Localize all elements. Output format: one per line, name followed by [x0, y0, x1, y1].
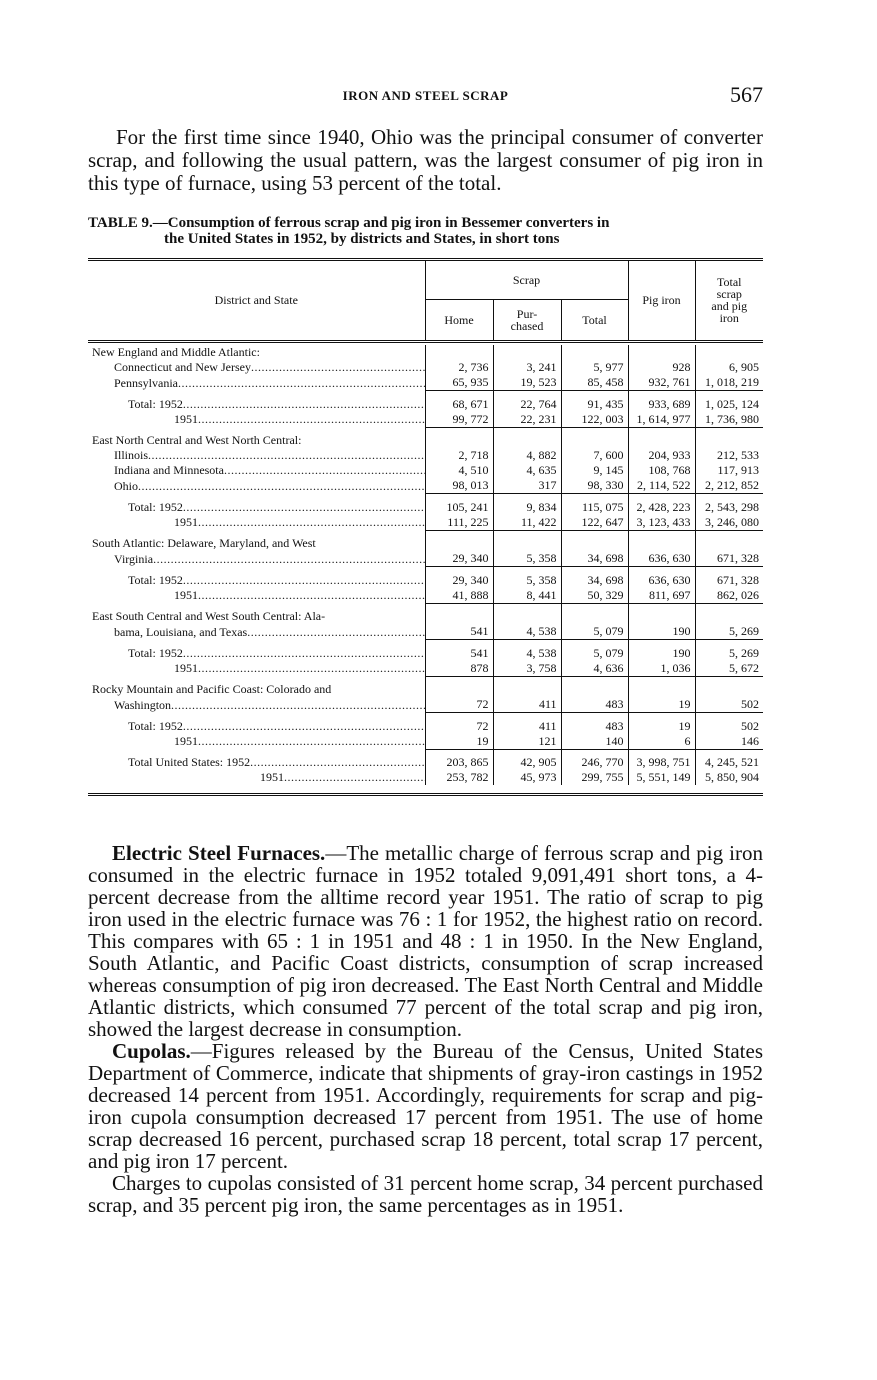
cell-total-scrap-and-pig-iron: 3, 246, 080	[695, 515, 763, 531]
leader-dots	[183, 719, 425, 733]
leader-dots	[198, 661, 425, 675]
cell-total-scrap-and-pig-iron: 5, 269	[695, 624, 763, 640]
cell-total-scrap-and-pig-iron: 502	[695, 713, 763, 734]
cell-total-scrap-and-pig-iron	[695, 676, 763, 697]
table-row	[88, 734, 763, 750]
row-label-text: Total: 1952	[128, 718, 183, 733]
cell-pig-iron: 3, 123, 433	[628, 515, 695, 531]
row-label	[88, 770, 425, 785]
leader-dots	[183, 500, 425, 514]
cell-purchased: 11, 422	[493, 515, 561, 531]
cell-purchased: 5, 358	[493, 567, 561, 588]
cell-total-scrap: 34, 698	[561, 567, 628, 588]
cell-pig-iron: 2, 428, 223	[628, 494, 695, 515]
cell-home: 253, 782	[425, 770, 493, 785]
cell-pig-iron	[628, 427, 695, 448]
cell-home: 41, 888	[425, 588, 493, 604]
table-bottom-rule	[88, 793, 763, 796]
cell-home: 29, 340	[425, 551, 493, 567]
row-label-text: New England and Middle Atlantic:	[92, 345, 260, 359]
cell-pig-iron: 2, 114, 522	[628, 478, 695, 494]
header-scrap: Scrap	[425, 261, 628, 299]
cell-home: 203, 865	[425, 749, 493, 770]
table-row	[88, 603, 763, 624]
header-total-scrap-pig-iron: Total scrap and pig iron	[695, 261, 763, 341]
row-label	[88, 427, 425, 448]
cell-total-scrap-and-pig-iron: 862, 026	[695, 588, 763, 604]
cell-home: 541	[425, 624, 493, 640]
cell-purchased: 3, 241	[493, 360, 561, 375]
cell-home: 29, 340	[425, 567, 493, 588]
leader-dots	[171, 698, 425, 712]
running-title: IRON AND STEEL SCRAP	[342, 88, 509, 103]
cell-pig-iron	[628, 676, 695, 697]
row-label	[88, 412, 425, 428]
cell-pig-iron: 636, 630	[628, 567, 695, 588]
cell-total-scrap	[561, 603, 628, 624]
cell-pig-iron: 932, 761	[628, 375, 695, 391]
cell-pig-iron: 204, 933	[628, 448, 695, 463]
row-label-text: 1951	[174, 661, 198, 675]
cell-home: 2, 718	[425, 448, 493, 463]
cupolas-heading: Cupolas.	[112, 1039, 191, 1063]
cell-total-scrap-and-pig-iron: 2, 212, 852	[695, 478, 763, 494]
table-row	[88, 640, 763, 661]
cell-purchased: 121	[493, 734, 561, 750]
table-caption-line-2: the United States in 1952, by districts and States, in short tons	[164, 231, 560, 247]
cell-total-scrap: 140	[561, 734, 628, 750]
row-label	[88, 713, 425, 734]
row-label-text: Ohio	[114, 478, 138, 493]
cell-total-scrap-and-pig-iron: 146	[695, 734, 763, 750]
cell-total-scrap: 122, 647	[561, 515, 628, 531]
row-label	[88, 345, 425, 360]
cell-total-scrap-and-pig-iron: 5, 850, 904	[695, 770, 763, 785]
row-label-text: East North Central and West North Central:	[92, 433, 302, 447]
table-row	[88, 360, 763, 375]
table-row	[88, 676, 763, 697]
cell-total-scrap: 299, 755	[561, 770, 628, 785]
cell-home: 105, 241	[425, 494, 493, 515]
page-number: 567	[730, 82, 763, 107]
cell-home: 68, 671	[425, 391, 493, 412]
cell-pig-iron	[628, 603, 695, 624]
table-row	[88, 713, 763, 734]
cell-purchased: 4, 882	[493, 448, 561, 463]
row-label	[88, 661, 425, 677]
cell-pig-iron: 6	[628, 734, 695, 750]
table-row	[88, 749, 763, 770]
leader-dots	[198, 588, 425, 602]
header-pig-iron: Pig iron	[628, 261, 695, 341]
body-text	[88, 842, 763, 1216]
row-label-text: East South Central and West South Central: Ala-	[92, 609, 326, 623]
table-row	[88, 494, 763, 515]
cell-total-scrap: 7, 600	[561, 448, 628, 463]
cell-home	[425, 530, 493, 551]
cell-purchased: 3, 758	[493, 661, 561, 677]
cell-total-scrap	[561, 676, 628, 697]
cell-pig-iron: 5, 551, 149	[628, 770, 695, 785]
cell-pig-iron	[628, 530, 695, 551]
cell-purchased	[493, 345, 561, 360]
table-row	[88, 412, 763, 428]
cell-home: 99, 772	[425, 412, 493, 428]
cell-home: 72	[425, 713, 493, 734]
cell-purchased	[493, 427, 561, 448]
cell-home	[425, 427, 493, 448]
cell-purchased: 22, 231	[493, 412, 561, 428]
row-label	[88, 697, 425, 713]
cell-purchased: 42, 905	[493, 749, 561, 770]
table-row	[88, 345, 763, 360]
row-label-text: Total: 1952	[128, 396, 183, 411]
cell-purchased: 4, 538	[493, 624, 561, 640]
cell-total-scrap: 50, 329	[561, 588, 628, 604]
table-row	[88, 661, 763, 677]
leader-dots	[251, 360, 425, 374]
leader-dots	[198, 412, 425, 426]
table-row	[88, 697, 763, 713]
cell-total-scrap-and-pig-iron: 1, 025, 124	[695, 391, 763, 412]
cell-home	[425, 345, 493, 360]
cupolas-text: —Figures released by the Bureau of the Census, United States Department of Commerce, indicate that shipments of gray-iron castings in 1952 decreased 14 percent from 1951. Accordingly, requirements for scrap and pig-iron cupola consumption decreased 17 percent from 1951. The use of home scrap decreased 16 percent, purchased scrap 18 percent, total scrap 17 percent, and pig iron 17 percent.	[88, 1039, 763, 1173]
cell-total-scrap-and-pig-iron: 212, 533	[695, 448, 763, 463]
row-label	[88, 551, 425, 567]
row-label-text: 1951	[174, 734, 198, 748]
cell-total-scrap: 5, 079	[561, 624, 628, 640]
cell-total-scrap-and-pig-iron: 1, 018, 219	[695, 375, 763, 391]
table-row	[88, 624, 763, 640]
electric-furnaces-heading: Electric Steel Furnaces.	[112, 841, 326, 865]
row-label	[88, 588, 425, 604]
cell-pig-iron: 19	[628, 713, 695, 734]
cell-total-scrap: 5, 977	[561, 360, 628, 375]
cell-home: 541	[425, 640, 493, 661]
cell-pig-iron: 1, 614, 977	[628, 412, 695, 428]
cell-purchased: 4, 635	[493, 463, 561, 478]
row-label	[88, 676, 425, 697]
row-label	[88, 375, 425, 391]
cell-purchased: 22, 764	[493, 391, 561, 412]
cell-home: 878	[425, 661, 493, 677]
cell-total-scrap-and-pig-iron	[695, 530, 763, 551]
table-9	[88, 258, 763, 796]
row-label	[88, 391, 425, 412]
cell-pig-iron: 811, 697	[628, 588, 695, 604]
table-row	[88, 567, 763, 588]
row-label-text: Connecticut and New Jersey	[114, 360, 251, 374]
row-label-text: Total: 1952	[128, 572, 183, 587]
cell-home: 4, 510	[425, 463, 493, 478]
cell-total-scrap: 115, 075	[561, 494, 628, 515]
cell-total-scrap	[561, 530, 628, 551]
row-label-text: 1951	[174, 412, 198, 426]
row-label	[88, 515, 425, 531]
table-row	[88, 427, 763, 448]
cell-purchased: 45, 973	[493, 770, 561, 785]
cell-home	[425, 676, 493, 697]
row-label	[88, 463, 425, 478]
cell-purchased: 19, 523	[493, 375, 561, 391]
cell-home: 98, 013	[425, 478, 493, 494]
cell-total-scrap: 483	[561, 697, 628, 713]
row-label-text: 1951	[260, 770, 284, 784]
cell-home: 19	[425, 734, 493, 750]
cell-home: 2, 736	[425, 360, 493, 375]
row-label-text: Virginia	[114, 551, 154, 566]
cell-purchased: 317	[493, 478, 561, 494]
cell-total-scrap: 483	[561, 713, 628, 734]
cell-total-scrap: 4, 636	[561, 661, 628, 677]
cell-pig-iron	[628, 345, 695, 360]
cell-total-scrap: 246, 770	[561, 749, 628, 770]
table-row	[88, 448, 763, 463]
cell-total-scrap: 5, 079	[561, 640, 628, 661]
leader-dots	[224, 463, 425, 477]
intro-paragraph: For the first time since 1940, Ohio was the principal consumer of converter scrap, and following the usual pattern, was the largest consumer of pig iron in this type of furnace, using 53 percent of the total.	[88, 125, 763, 195]
electric-furnaces-text: —The metallic charge of ferrous scrap and pig iron consumed in the electric furnace in 1952 totaled 9,091,491 short tons, a 4-percent decrease from the alltime record year 1951. The ratio of scrap to pig iron used in the electric furnace was 76 : 1 for 1952, the highest ratio on record. This compares with 65 : 1 in 1951 and 48 : 1 in 1950. In the New England, South Atlantic, and Pacific Coast districts, consumption of scrap increased whereas consumption of pig iron decreased. The East North Central and Middle Atlantic districts, which consumed 77 percent of the total scrap and pig iron, showed the largest decrease in consumption.	[88, 841, 763, 1041]
leader-dots	[153, 552, 425, 566]
cell-total-scrap-and-pig-iron: 117, 913	[695, 463, 763, 478]
row-label	[88, 478, 425, 494]
cell-purchased: 9, 834	[493, 494, 561, 515]
row-label-text: Total: 1952	[128, 645, 183, 660]
page-header	[88, 82, 763, 112]
row-label	[88, 734, 425, 750]
cell-total-scrap: 34, 698	[561, 551, 628, 567]
cell-purchased: 411	[493, 713, 561, 734]
leader-dots	[183, 397, 425, 411]
table-body	[88, 345, 763, 785]
row-label-text: Rocky Mountain and Pacific Coast: Colorado and	[92, 682, 332, 696]
cell-total-scrap	[561, 427, 628, 448]
cell-total-scrap-and-pig-iron: 6, 905	[695, 360, 763, 375]
cell-total-scrap	[561, 345, 628, 360]
cell-total-scrap-and-pig-iron: 671, 328	[695, 567, 763, 588]
table-row	[88, 530, 763, 551]
row-label-text: Total: 1952	[128, 499, 183, 514]
row-label-text: 1951	[174, 515, 198, 529]
leader-dots	[250, 755, 425, 769]
cell-purchased	[493, 530, 561, 551]
cell-home	[425, 603, 493, 624]
cell-total-scrap-and-pig-iron: 4, 245, 521	[695, 749, 763, 770]
table-caption	[88, 215, 763, 247]
cell-total-scrap-and-pig-iron: 5, 269	[695, 640, 763, 661]
row-label	[88, 749, 425, 770]
cell-total-scrap-and-pig-iron	[695, 427, 763, 448]
row-label	[88, 448, 425, 463]
cupolas-paragraph	[88, 1040, 763, 1172]
cell-total-scrap-and-pig-iron	[695, 603, 763, 624]
cell-total-scrap: 9, 145	[561, 463, 628, 478]
row-label-text: Illinois	[114, 448, 149, 462]
row-label	[88, 360, 425, 375]
cell-pig-iron: 190	[628, 624, 695, 640]
row-label	[88, 567, 425, 588]
row-label-text: 1951	[174, 588, 198, 602]
leader-dots	[247, 625, 425, 639]
cell-total-scrap-and-pig-iron: 671, 328	[695, 551, 763, 567]
table-caption-line-1: TABLE 9.—Consumption of ferrous scrap and pig iron in Bessemer converters in	[88, 215, 610, 231]
leader-dots	[148, 448, 425, 462]
row-label-text: Total United States: 1952	[128, 755, 251, 769]
row-label	[88, 530, 425, 551]
cell-purchased: 4, 538	[493, 640, 561, 661]
row-label	[88, 640, 425, 661]
table-row	[88, 391, 763, 412]
cell-total-scrap-and-pig-iron: 2, 543, 298	[695, 494, 763, 515]
cell-total-scrap: 122, 003	[561, 412, 628, 428]
cell-pig-iron: 1, 036	[628, 661, 695, 677]
header-total: Total	[561, 299, 628, 341]
charges-paragraph: Charges to cupolas consisted of 31 percent home scrap, 34 percent purchased scrap, and 35 percent pig iron, the same percentages as in 1951.	[88, 1171, 763, 1217]
cell-home: 65, 935	[425, 375, 493, 391]
cell-purchased	[493, 603, 561, 624]
table-row	[88, 515, 763, 531]
cell-home: 111, 225	[425, 515, 493, 531]
cell-purchased: 8, 441	[493, 588, 561, 604]
cell-total-scrap: 85, 458	[561, 375, 628, 391]
cell-pig-iron: 108, 768	[628, 463, 695, 478]
cell-pig-iron: 933, 689	[628, 391, 695, 412]
table-row	[88, 375, 763, 391]
row-label	[88, 494, 425, 515]
cell-purchased	[493, 676, 561, 697]
cell-purchased: 5, 358	[493, 551, 561, 567]
row-label	[88, 603, 425, 624]
leader-dots	[178, 376, 425, 390]
cell-pig-iron: 636, 630	[628, 551, 695, 567]
leader-dots	[138, 479, 425, 493]
leader-dots	[183, 646, 425, 660]
table-row	[88, 478, 763, 494]
leader-dots	[198, 734, 425, 748]
row-label	[88, 624, 425, 640]
leader-dots	[183, 573, 425, 587]
row-label-text: Indiana and Minnesota	[114, 463, 224, 477]
leader-dots	[198, 515, 425, 529]
cell-pig-iron: 19	[628, 697, 695, 713]
row-label-text: South Atlantic: Delaware, Maryland, and West	[92, 536, 316, 550]
consumption-table	[88, 261, 763, 785]
cell-total-scrap: 91, 435	[561, 391, 628, 412]
cell-total-scrap-and-pig-iron: 1, 736, 980	[695, 412, 763, 428]
table-row	[88, 770, 763, 785]
table-row	[88, 551, 763, 567]
cell-total-scrap-and-pig-iron	[695, 345, 763, 360]
header-district: District and State	[214, 293, 298, 308]
header-home: Home	[425, 299, 493, 341]
cell-total-scrap-and-pig-iron: 502	[695, 697, 763, 713]
row-label-text: Pennsylvania	[114, 375, 178, 390]
electric-furnaces-paragraph	[88, 842, 763, 1040]
table-row	[88, 588, 763, 604]
cell-purchased: 411	[493, 697, 561, 713]
cell-total-scrap: 98, 330	[561, 478, 628, 494]
cell-pig-iron: 928	[628, 360, 695, 375]
leader-dots	[284, 770, 425, 784]
cell-pig-iron: 3, 998, 751	[628, 749, 695, 770]
table-row	[88, 463, 763, 478]
cell-total-scrap-and-pig-iron: 5, 672	[695, 661, 763, 677]
header-purchased: Pur- chased	[493, 299, 561, 341]
row-label-text: Washington	[114, 697, 172, 712]
cell-home: 72	[425, 697, 493, 713]
cell-pig-iron: 190	[628, 640, 695, 661]
row-label-text: bama, Louisiana, and Texas	[114, 624, 248, 639]
